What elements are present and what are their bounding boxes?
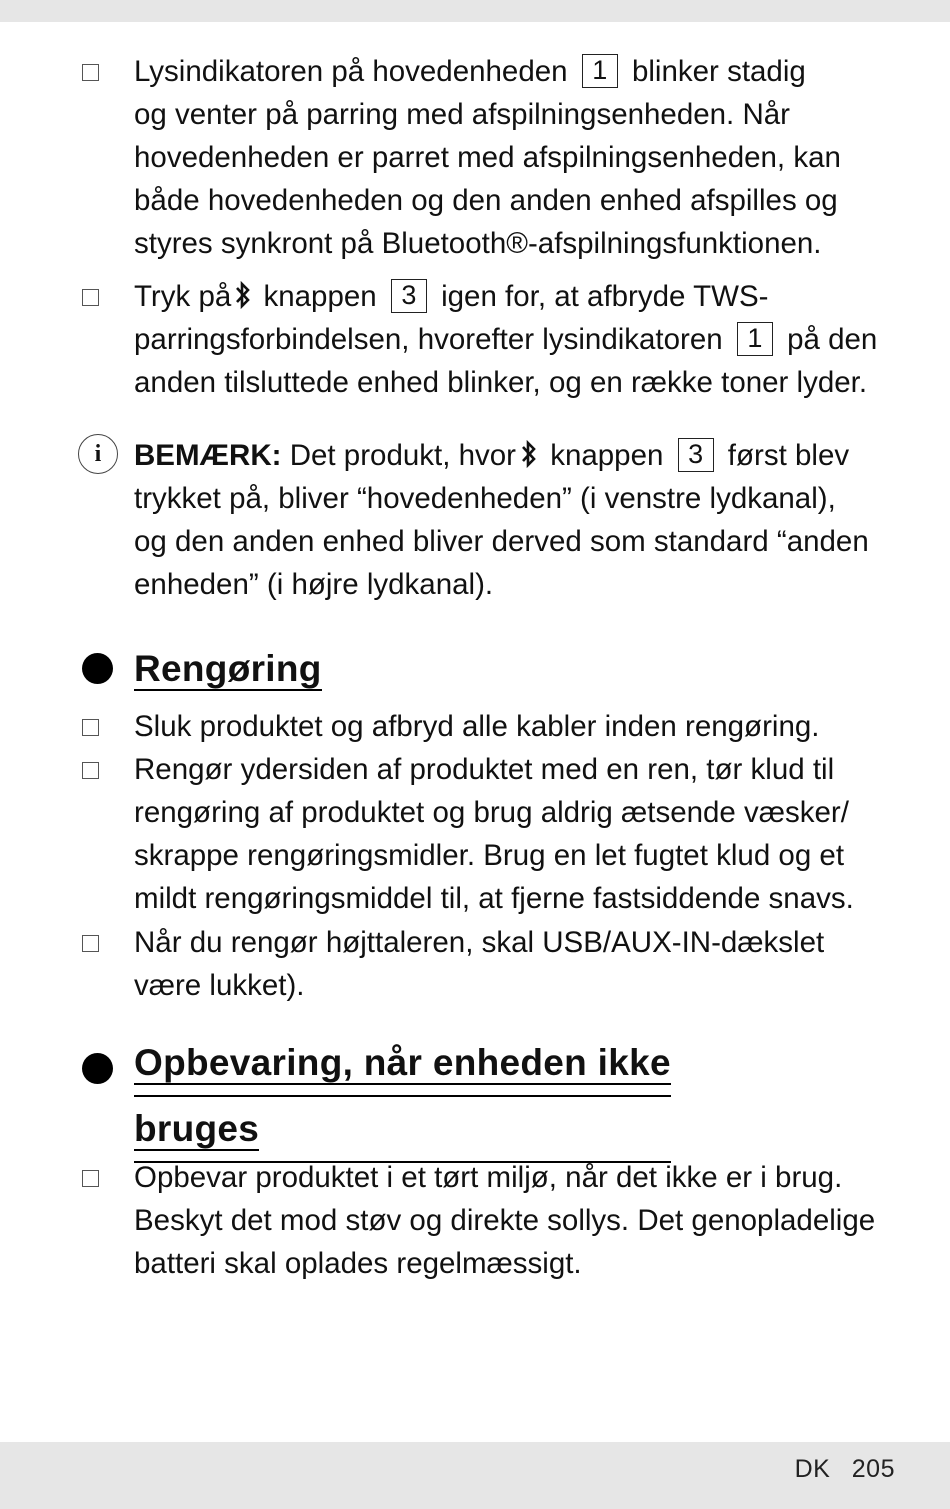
text-line: Sluk produktet og afbryd alle kabler inden rengøring.: [134, 710, 820, 743]
top-bar: [0, 0, 950, 22]
text-line: Rengør ydersiden af produktet med en ren, tør klud til: [134, 753, 835, 786]
bluetooth-icon: [518, 439, 540, 472]
section-bullet: [82, 1053, 113, 1084]
heading-text: Rengøring: [134, 648, 322, 689]
text-segment: blinker stadig: [631, 55, 806, 88]
checkbox-bullet: [82, 935, 99, 952]
item-text: [134, 50, 841, 265]
text-line: både hovedenheden og den anden enhed afspilles og: [134, 184, 838, 217]
text-segment: Tryk på: [134, 280, 232, 313]
bluetooth-icon: [233, 280, 253, 313]
item-text: [134, 748, 854, 920]
text-line: trykket på, bliver “hovedenheden” (i venstre lydkanal),: [134, 482, 836, 515]
text-line: batteri skal oplades regelmæssigt.: [134, 1247, 582, 1280]
footer: [795, 1455, 895, 1484]
text-line: skrappe rengøringsmidler. Brug en let fugtet klud og et: [134, 839, 845, 872]
item-text: [134, 921, 824, 1007]
part-number-box: 3: [391, 279, 427, 313]
page-number: 205: [851, 1455, 895, 1483]
note-label: BEMÆRK:: [134, 439, 282, 472]
text-segment: knappen: [263, 280, 377, 313]
footer-lang: DK: [794, 1455, 831, 1483]
text-segment: knappen: [550, 439, 664, 472]
text-line: Beskyt det mod støv og direkte sollys. Det genopladelige: [134, 1204, 876, 1237]
note-text: [134, 434, 869, 606]
text-line: styres synkront på Bluetooth®-afspilningsfunktionen.: [134, 227, 822, 260]
part-number-box: 3: [678, 438, 714, 472]
text-segment: på den: [787, 323, 878, 356]
checkbox-bullet: [82, 762, 99, 779]
text-segment: Lysindikatoren på hovedenheden: [134, 55, 568, 88]
checkbox-bullet: [82, 1170, 99, 1187]
text-line: og venter på parring med afspilningsenheden. Når: [134, 98, 790, 131]
checkbox-bullet: [82, 719, 99, 736]
heading-text: Opbevaring, når enheden ikke: [134, 1042, 671, 1083]
item-text: [134, 275, 877, 404]
checkbox-bullet: [82, 289, 99, 306]
text-line: Når du rengør højttaleren, skal USB/AUX-IN-dækslet: [134, 926, 825, 959]
text-segment: Det produkt, hvor: [289, 439, 516, 472]
text-line: hovedenheden er parret med afspilningsenheden, kan: [134, 141, 841, 174]
text-line: Opbevar produktet i et tørt miljø, når det ikke er i brug.: [134, 1161, 843, 1194]
checkbox-bullet: [82, 64, 99, 81]
item-text: [134, 705, 819, 748]
info-icon: i: [78, 434, 118, 474]
text-segment: igen for, at afbryde TWS-: [441, 280, 769, 313]
part-number-box: 1: [582, 54, 618, 88]
item-text: [134, 1156, 875, 1285]
heading-text: bruges: [134, 1108, 260, 1149]
text-line: mildt rengøringsmiddel til, at fjerne fastsiddende snavs.: [134, 882, 854, 915]
text-line: enheden” (i højre lydkanal).: [134, 568, 494, 601]
part-number-box: 1: [737, 322, 773, 356]
text-line: være lukket).: [134, 969, 305, 1002]
text-line: anden tilsluttede enhed blinker, og en række toner lyder.: [134, 366, 868, 399]
section-heading: [134, 643, 322, 703]
text-line: og den anden enhed bliver derved som standard “anden: [134, 525, 869, 558]
text-segment: først blev: [727, 439, 850, 472]
text-line: rengøring af produktet og brug aldrig ætsende væsker/: [134, 796, 849, 829]
text-segment: parringsforbindelsen, hvorefter lysindikatoren: [134, 323, 723, 356]
section-bullet: [82, 653, 113, 684]
